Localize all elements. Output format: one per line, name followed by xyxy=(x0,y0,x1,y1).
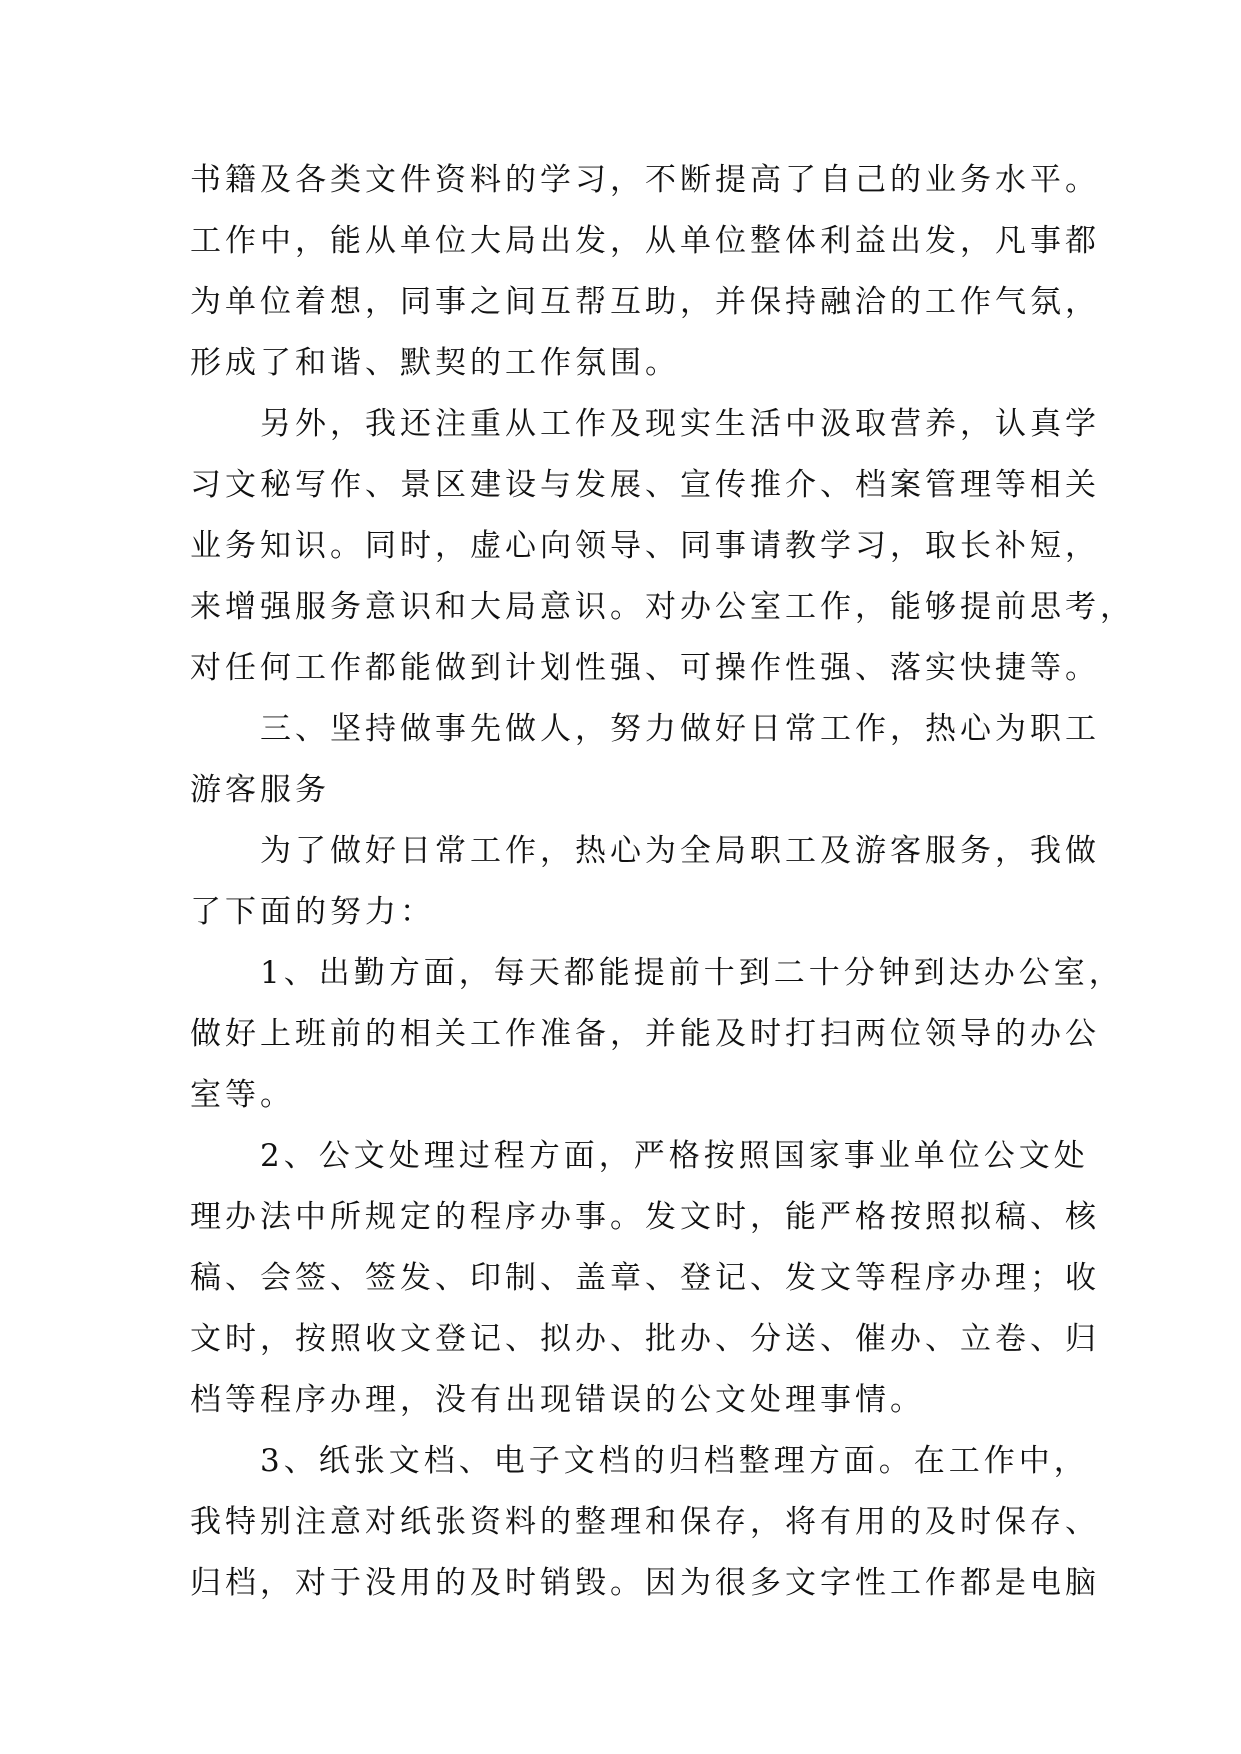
text-line: 稿、会签、签发、印制、盖章、登记、发文等程序办理；收 xyxy=(190,1260,1100,1296)
text-line: 做好上班前的相关工作准备，并能及时打扫两位领导的办公 xyxy=(190,1016,1100,1052)
text-line: 文时，按照收文登记、拟办、批办、分送、催办、立卷、归 xyxy=(190,1321,1100,1357)
text-line: 理办法中所规定的程序办事。发文时，能严格按照拟稿、核 xyxy=(190,1199,1100,1235)
text-line: 归档，对于没用的及时销毁。因为很多文字性工作都是电脑 xyxy=(190,1565,1100,1601)
text-line: 习文秘写作、景区建设与发展、宣传推介、档案管理等相关 xyxy=(190,467,1100,503)
text-line: 我特别注意对纸张资料的整理和保存，将有用的及时保存、 xyxy=(190,1504,1100,1540)
text-line: 书籍及各类文件资料的学习，不断提高了自己的业务水平。 xyxy=(190,162,1100,198)
text-line: 来增强服务意识和大局意识。对办公室工作，能够提前思考， xyxy=(190,589,1135,625)
text-line: 游客服务 xyxy=(190,772,330,808)
text-line: 工作中，能从单位大局出发，从单位整体利益出发，凡事都 xyxy=(190,223,1100,259)
text-line: 形成了和谐、默契的工作氛围。 xyxy=(190,345,680,381)
text-line: 档等程序办理，没有出现错误的公文处理事情。 xyxy=(190,1382,925,1418)
paragraph-first-line: 三、坚持做事先做人，努力做好日常工作，热心为职工 xyxy=(260,711,1100,747)
text-line: 了下面的努力： xyxy=(190,894,435,930)
text-line: 为单位着想，同事之间互帮互助，并保持融洽的工作气氛， xyxy=(190,284,1100,320)
text-line: 室等。 xyxy=(190,1077,295,1113)
paragraph-first-line: 另外，我还注重从工作及现实生活中汲取营养，认真学 xyxy=(260,406,1100,442)
paragraph-first-line: 3、纸张文档、电子文档的归档整理方面。在工作中， xyxy=(260,1443,1089,1479)
paragraph-first-line: 1、出勤方面，每天都能提前十到二十分钟到达办公室， xyxy=(260,955,1124,991)
paragraph-first-line: 2、公文处理过程方面，严格按照国家事业单位公文处 xyxy=(260,1138,1089,1174)
text-line: 业务知识。同时，虚心向领导、同事请教学习，取长补短， xyxy=(190,528,1100,564)
text-line: 对任何工作都能做到计划性强、可操作性强、落实快捷等。 xyxy=(190,650,1100,686)
document-body xyxy=(190,150,1135,1614)
paragraph-first-line: 为了做好日常工作，热心为全局职工及游客服务，我做 xyxy=(260,833,1100,869)
